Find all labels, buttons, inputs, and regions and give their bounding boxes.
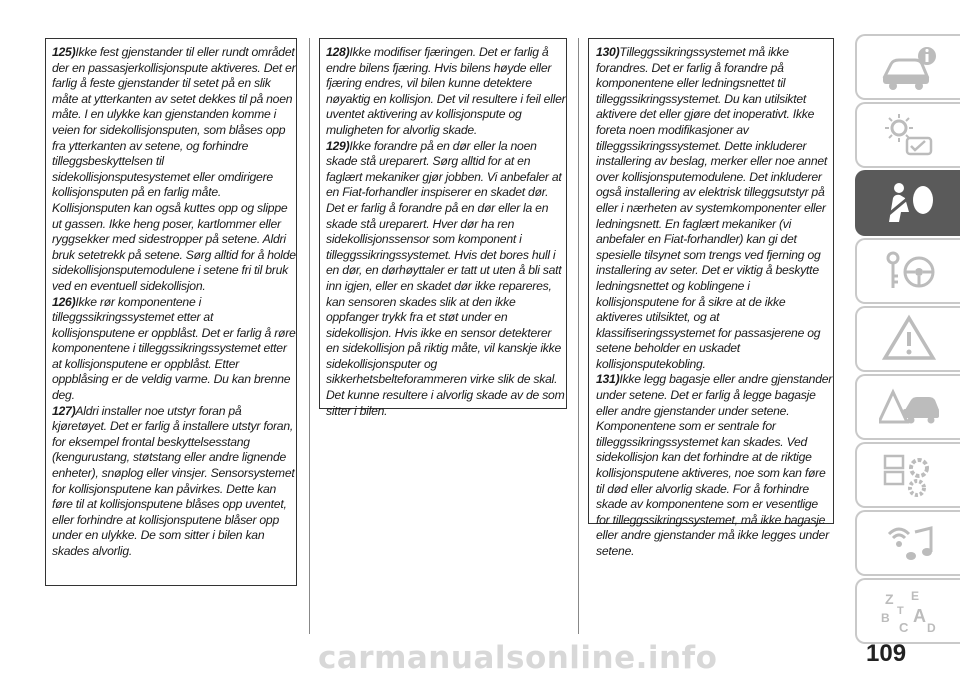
page-number: 109 [866, 640, 907, 667]
dashboard-lights-icon [879, 110, 939, 160]
tab-index[interactable] [855, 578, 960, 644]
svg-text:A: A [912, 606, 926, 626]
tab-car-info[interactable] [855, 34, 960, 100]
breakdown-car-icon [879, 382, 939, 432]
svg-text:T: T [896, 605, 904, 617]
maintenance-gears-icon [879, 450, 939, 500]
svg-text:B: B [880, 611, 890, 625]
tab-maintenance[interactable] [855, 442, 960, 508]
warning-paragraph: 126)Ikke rør komponentene i tilleggssikringssystemet etter at kollisjonsputene er oppblåst. Det er farlig å røre komponentene i tilleggssikringssystemet etter at kollisjonsputene er oppblåst. Etter oppblåsing er de veldig varme. Du kan brenne deg. [52, 294, 296, 403]
watermark: carmanualsonline.info [318, 640, 718, 676]
key-steering-icon [879, 246, 939, 296]
index-letters-icon [879, 586, 939, 636]
warning-paragraph: 128)Ikke modifiser fjæringen. Det er farlig å endre bilens fjæring. Hvis bilens høyde eller fjæring endres, vil bilen kunne detektere nøyaktig en kollisjon. Det vil resultere i feil eller uventet aktivering av kollisjonspute og muligheten for alvorlig skade. [326, 45, 566, 137]
warning-paragraph: 129)Ikke forandre på en dør eller la noen skade stå ureparert. Sørg alltid for at en faglært mekaniker gjør jobben. Vi anbefaler at en Fiat-forhandler inspiserer en skadet dør. Det er farlig å forandre på en dør eller la en skade stå ureparert. Hver dør ha ren sidekollisjonssensor som komponent i tilleggssikringssystemet. Hvis det bores hull i en dør, en dørhøyttaler er tatt ut uten å bli satt inn igjen, eller en skadet dør ikke repareres, kan sensoren skades slik at den ikke oppfanger trykk fra et støt under en sidekollisjon. Hvis ikke en sensor detekterer en sidekollisjon på riktig måte, vil kanskje ikke sidekollisjonsputer og sikkerhetsbelteforammeren virke slik de skal. Det kunne resultere i alvorlig skade av de som sitter i bilen. [326, 138, 565, 418]
text-column-1 [52, 45, 297, 560]
airbag-seat-icon [879, 178, 939, 228]
text-column-3 [596, 45, 834, 560]
warning-paragraph: 130)Tilleggssikringssystemet må ikke forandres. Det er farlig å forandre på komponentene eller ledningsnettet til tilleggssikringssystemet. Du kan utilsiktet aktivere det eller gjøre det inoperativt. Ikke foreta noen modifikasjoner av tilleggssikringssystemet. Dette inkluderer installering av beslag, merker eller noe annet over kollisjonsputemodulene. Det inkluderer også installering av elektrisk tilleggsutstyr på eller i nærheten av systemkomponenter eller ledningsnett. En faglært mekaniker (vi anbefaler en Fiat-forhandler) kan gi det spesielle tilsynet som trengs ved fjerning og installering av seter. Det er viktig å beskytte ledningsnettet og koblingene i kollisjonsputene for å sikre at de ikke aktiveres utilsiktet, og at klassifiseringssystemet for passasjerene og setene beholder en uskadet kollisjonsputekobling. [596, 45, 828, 371]
svg-text:E: E [910, 589, 919, 603]
svg-text:C: C [898, 620, 908, 635]
tab-warning-lights[interactable] [855, 306, 960, 372]
warning-triangle-icon [879, 314, 939, 364]
column-divider [309, 38, 310, 634]
car-info-icon [879, 42, 939, 92]
warning-paragraph: 125)Ikke fest gjenstander til eller rundt området der en passasjerkollisjonspute aktiveres. Det er farlig å feste gjenstander til setet på en slik måte at ytterkanten av setet dekkes til på noen måte. I en ulykke kan gjenstanden komme i veien for sidekollisjonsputen, som blåses opp fra ytterkanten av setene, og forhindre tilleggsbeskyttelsen til sidekollisjonsputesystemet eller omdirigere kollisjonsputen på en farlig måte. Kollisjonsputen kan også kuttes opp og slippe ut gassen. Ikke heng poser, kartlommer eller ryggsekker med sidestropper på setene. Aldri bruk setetrekk på setene. Sørg alltid for å holde sidekollisjonsputemodulene i setene fri til bruk ved en eventuell sidekollisjon. [52, 45, 296, 293]
warning-paragraph: 131)Ikke legg bagasje eller andre gjenstander under setene. Det er farlig å legge bagasje eller andre gjenstander under setene. Komponentene som er sentrale for tilleggssikringssystemet kan skades. Ved sidekollisjon kan det forhindre at de riktige kollisjonsputene aktiveres, noe som kan føre til død eller alvorlig skade. For å forhindre skade av komponentene som er vesentlige for tilleggssikringssystemet, må ikke bagasje eller andre gjenstander må ikke legges under setene. [596, 372, 833, 558]
tab-starting-driving[interactable] [855, 238, 960, 304]
tab-emergency[interactable] [855, 374, 960, 440]
tab-multimedia[interactable] [855, 510, 960, 576]
svg-text:Z: Z [884, 591, 894, 607]
tab-safety[interactable] [855, 170, 960, 236]
column-divider [578, 38, 579, 634]
warning-paragraph: 127)Aldri installer noe utstyr foran på kjøretøyet. Det er farlig å installere utstyr foran, for eksempel frontal beskyttelsesstang (kengurustang, støtstang eller andre lignende enheter), snøplog eller vinsjer. Sensorsystemet for kollisjonsputene kan påvirkes. Dette kan føre til at kollisjonsputene blåses opp uventet, eller forhindre at kollisjonsputene blåser opp under en ulykke. De som sitter i bilen kan skades alvorlig. [52, 403, 295, 558]
svg-text:D: D [926, 621, 936, 635]
text-column-2 [326, 45, 566, 419]
tab-dashboard[interactable] [855, 102, 960, 168]
multimedia-icon [879, 518, 939, 568]
